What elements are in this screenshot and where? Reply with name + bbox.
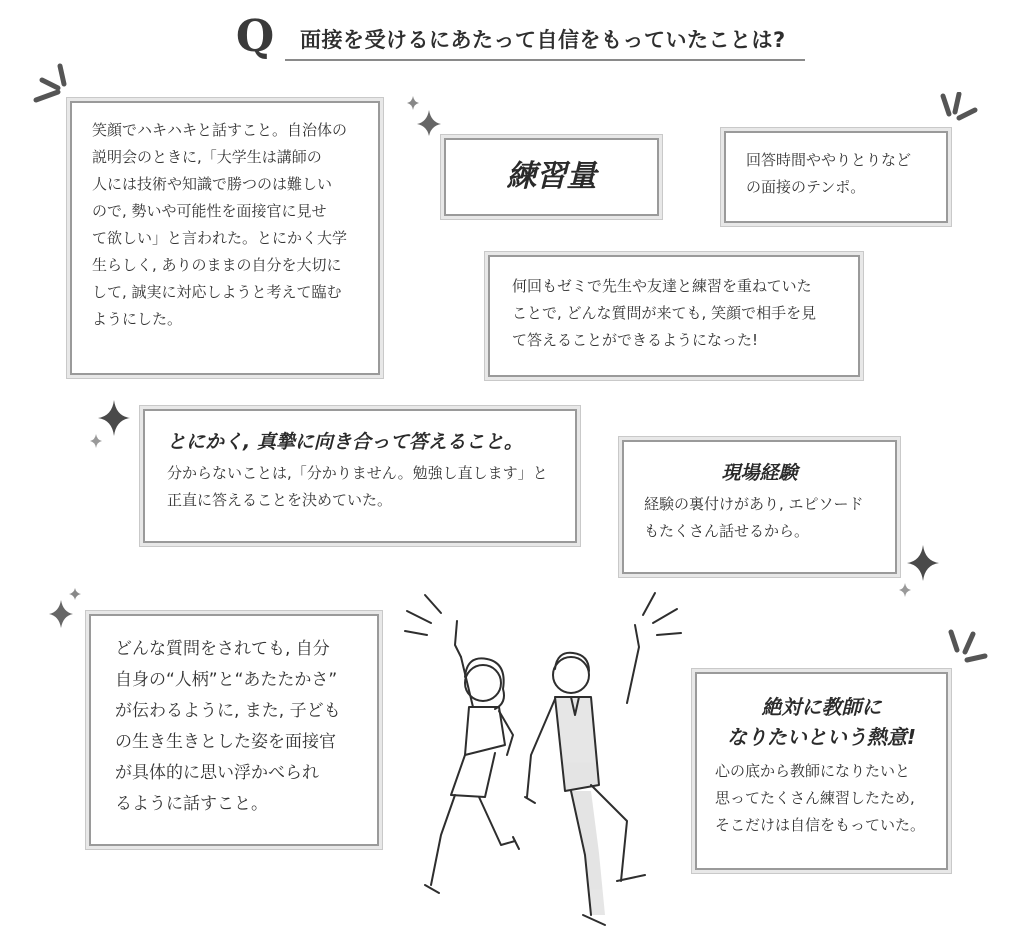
card-line: そこだけは自信をもっていた。	[715, 816, 926, 834]
card-line: の生き生きとした姿を面接官	[115, 732, 336, 752]
answer-card-field-experience	[622, 440, 897, 574]
card-line: て欲しい」と言われた。とにかく大学	[92, 229, 348, 247]
sparkle-icon	[45, 588, 87, 628]
card-line: どんな質問をされても, 自分	[115, 639, 330, 659]
card-line: ので, 勢いや可能性を面接官に見せ	[92, 202, 327, 220]
sparkle-icon	[897, 545, 942, 601]
card-title	[715, 692, 928, 752]
emphasis-lines-icon	[935, 92, 980, 130]
card-line: ことで, どんな質問が来ても, 笑顔で相手を見	[512, 304, 817, 322]
card-body	[644, 491, 875, 545]
card-line: 回答時間ややりとりなど	[746, 151, 912, 169]
answer-card-smile	[70, 101, 380, 375]
card-body	[715, 758, 928, 839]
card-line: 自身の“人柄”と“あたたかさ”	[115, 670, 338, 690]
card-line: 何回もゼミで先生や友達と練習を重ねていた	[512, 277, 812, 295]
emphasis-lines-icon	[28, 62, 78, 106]
answer-card-passion	[695, 672, 948, 870]
card-line: 思ってたくさん練習したため,	[715, 789, 915, 807]
card-line: 笑顔でハキハキと話すこと。自治体の	[92, 121, 348, 139]
card-line: もたくさん話せるから。	[644, 522, 810, 540]
page-title: 面接を受けるにあたって自信をもっていたことは?	[300, 28, 786, 52]
answer-card-zemi-practice	[488, 255, 860, 377]
answer-card-practice	[444, 138, 659, 216]
card-line: て答えることができるようになった!	[512, 331, 759, 349]
card-line: 説明会のときに,「大学生は講師の	[92, 148, 322, 166]
card-body	[167, 460, 553, 514]
card-line: 心の底から教師になりたいと	[715, 762, 911, 780]
card-body	[512, 273, 836, 354]
card-line: ようにした。	[92, 310, 183, 328]
answer-card-sincere	[143, 409, 577, 543]
card-title-line: なりたいという熱意!	[726, 725, 917, 749]
answer-card-tempo	[724, 131, 948, 223]
card-line: して, 誠実に対応しようと考えて臨む	[92, 283, 342, 301]
sparkle-icon	[88, 400, 133, 452]
card-line: が具体的に思い浮かべられ	[115, 763, 319, 783]
card-body	[115, 634, 353, 820]
sparkle-icon	[405, 96, 445, 136]
card-line: が伝わるように, また, 子ども	[115, 701, 341, 721]
emphasis-lines-icon	[945, 628, 990, 668]
card-line: 生らしく, ありのままの自分を大切に	[92, 256, 342, 274]
card-line: 分からないことは,「分かりません。勉強し直します」と	[167, 464, 548, 482]
card-line: 経験の裏付けがあり, エピソード	[644, 495, 864, 513]
card-title: 練習量	[506, 159, 597, 194]
card-line: 正直に答えることを決めていた。	[167, 491, 393, 509]
card-title: とにかく, 真摯に向き合って答えること。	[167, 431, 523, 453]
card-title-line: 絶対に教師に	[761, 695, 882, 719]
header-underline	[285, 59, 805, 61]
card-line: 人には技術や知識で勝つのは難しい	[92, 175, 333, 193]
question-header	[230, 11, 810, 64]
card-title: 現場経験	[721, 462, 798, 484]
card-body	[746, 147, 926, 201]
two-people-jumping-illustration	[395, 585, 695, 935]
q-mark-icon: Q	[235, 11, 275, 62]
card-body	[92, 117, 358, 333]
card-line: るように話すこと。	[115, 794, 268, 814]
answer-card-personality	[89, 614, 379, 846]
card-line: の面接のテンポ。	[746, 178, 866, 196]
